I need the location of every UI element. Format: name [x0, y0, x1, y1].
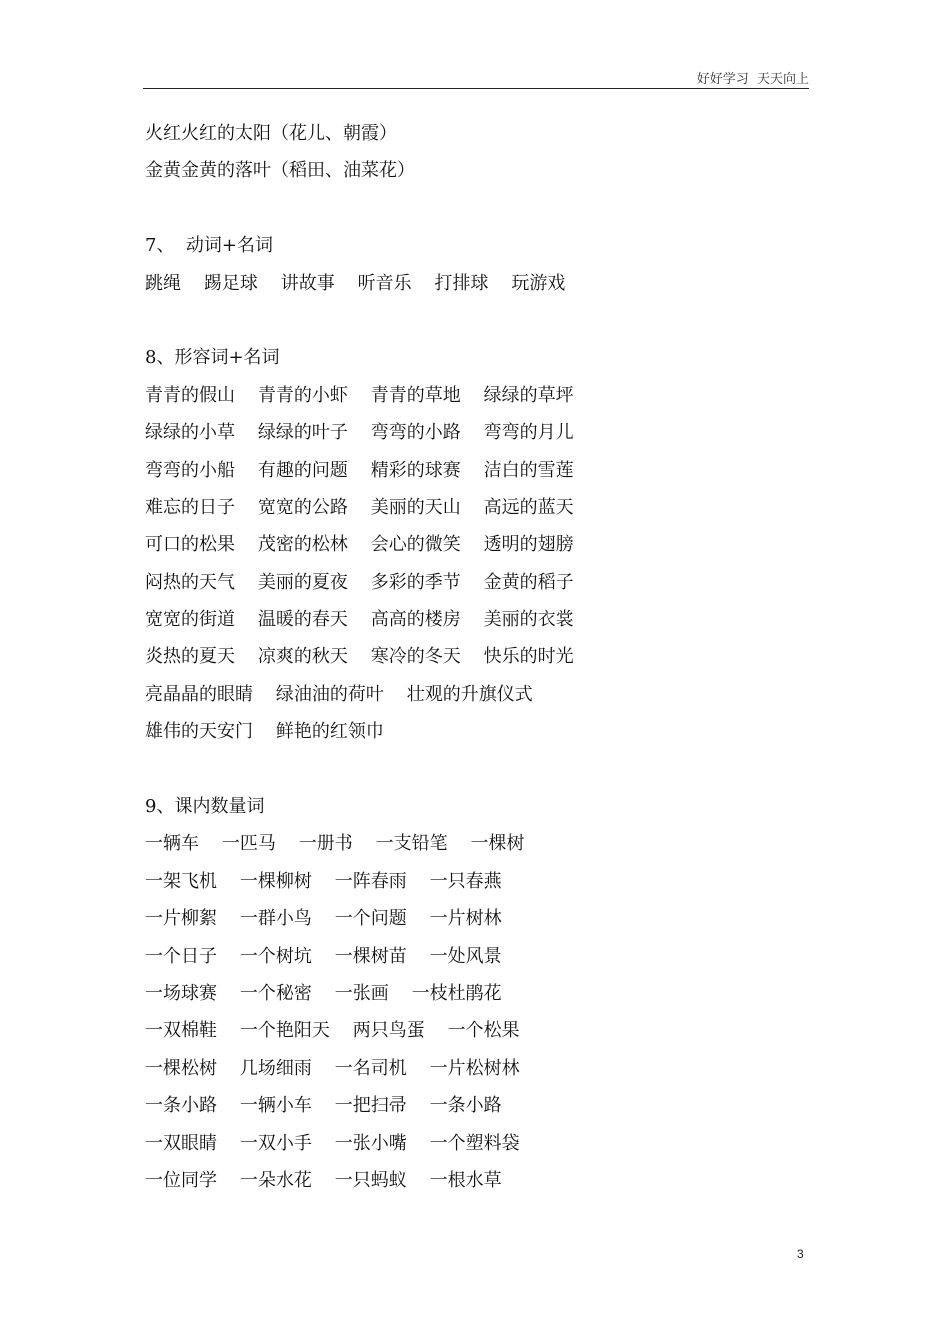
text-line: 一条小路 一辆小车 一把扫帚 一条小路: [145, 1095, 502, 1117]
document-body: [145, 115, 825, 1199]
text-line: 青青的假山 青青的小虾 青青的草地 绿绿的草坪: [145, 384, 574, 406]
text-line: 一片柳絮 一群小鸟 一个问题 一片树林: [145, 908, 502, 930]
text-line: 雄伟的天安门 鲜艳的红领巾: [145, 721, 384, 743]
text-line: 一棵松树 几场细雨 一名司机 一片松树林: [145, 1057, 520, 1079]
page-number: 3: [797, 1247, 804, 1261]
text-line: 一场球赛 一个秘密 一张画 一枝杜鹃花: [145, 982, 502, 1004]
text-line: 难忘的日子 宽宽的公路 美丽的天山 高远的蓝天: [145, 496, 574, 518]
section-heading-9: 9、课内数量词: [145, 796, 265, 818]
text-line: 一架飞机 一棵柳树 一阵春雨 一只春燕: [145, 870, 502, 892]
text-line: 跳绳 踢足球 讲故事 听音乐 打排球 玩游戏: [145, 272, 566, 294]
text-line: 可口的松果 茂密的松林 会心的微笑 透明的翅膀: [145, 534, 574, 556]
text-line: 一辆车 一匹马 一册书 一支铅笔 一棵树: [145, 833, 525, 855]
section-heading-8: 8、形容词+名词: [145, 347, 280, 369]
text-line: 一双棉鞋 一个艳阳天 两只鸟蛋 一个松果: [145, 1020, 520, 1042]
header-motto: 好好学习 天天向上: [696, 72, 809, 87]
blank-line: [145, 751, 825, 788]
blank-line: [145, 190, 825, 227]
text-line: 一双眼睛 一双小手 一张小嘴 一个塑料袋: [145, 1132, 520, 1154]
text-line: 一位同学 一朵水花 一只蚂蚁 一根水草: [145, 1169, 502, 1191]
section-heading-7: 7、 动词+名词: [145, 235, 273, 257]
text-line: 火红火红的太阳（花儿、朝霞）: [145, 123, 397, 144]
text-line: 金黄金黄的落叶（稻田、油菜花）: [145, 160, 415, 182]
text-line: 绿绿的小草 绿绿的叶子 弯弯的小路 弯弯的月儿: [145, 422, 574, 444]
page-header: [143, 66, 809, 89]
text-line: 宽宽的街道 温暖的春天 高高的楼房 美丽的衣裳: [145, 609, 574, 631]
text-line: 炎热的夏天 凉爽的秋天 寒冷的冬天 快乐的时光: [145, 646, 574, 668]
text-line: 亮晶晶的眼睛 绿油油的荷叶 壮观的升旗仪式: [145, 683, 533, 705]
text-line: 闷热的天气 美丽的夏夜 多彩的季节 金黄的稻子: [145, 571, 574, 593]
text-line: 弯弯的小船 有趣的问题 精彩的球赛 洁白的雪莲: [145, 459, 574, 481]
text-line: 一个日子 一个树坑 一棵树苗 一处风景: [145, 945, 502, 967]
blank-line: [145, 302, 825, 339]
